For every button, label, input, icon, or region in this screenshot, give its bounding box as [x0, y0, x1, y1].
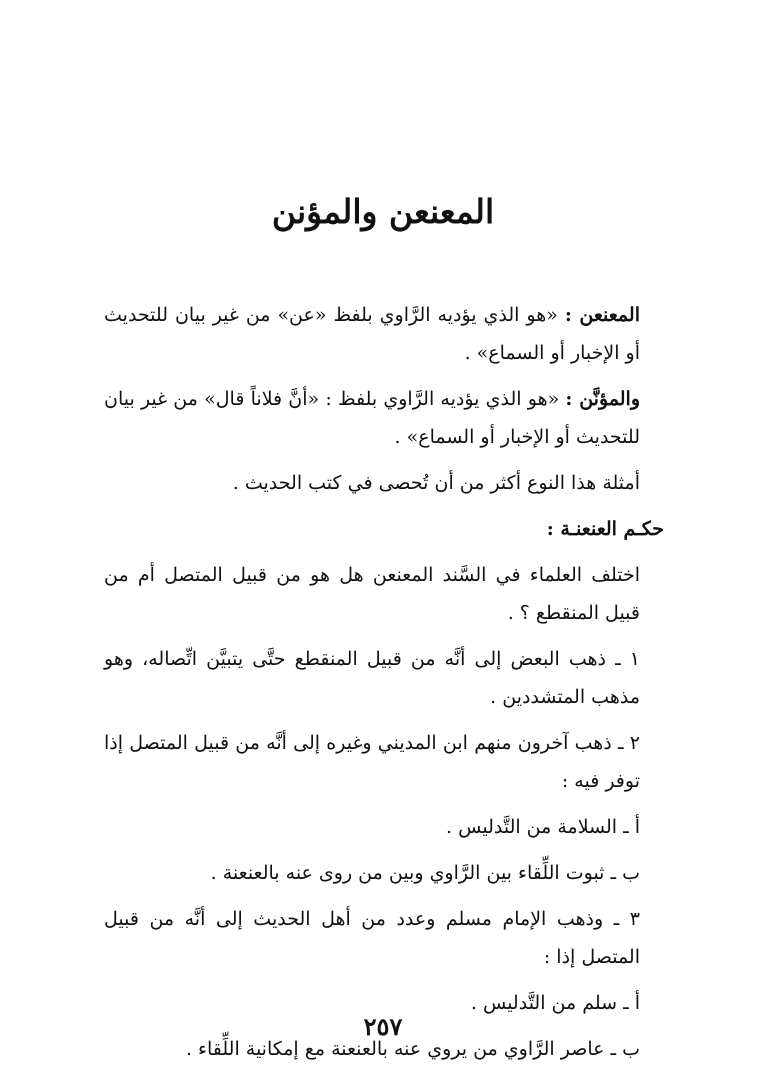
paragraph-muanan [104, 296, 664, 372]
term-muanan: المعنعن : [564, 304, 640, 326]
definition-muannan: «هو الذي يؤديه الرَّاوي بلفظ : «أنَّ فلاناً قال» من غير بيان للتحديث أو الإخبار أو السماع» . [104, 388, 640, 448]
sub-item-2a: أ ـ السلامة من التَّدليس . [446, 816, 640, 838]
paragraph-examples: أمثلة هذا النوع أكثر من أن تُحصى في كتب الحديث . [232, 472, 640, 494]
definition-muanan: «هو الذي يؤديه الرَّاوي بلفظ «عن» من غير بيان للتحديث أو الإخبار أو السماع» . [104, 304, 640, 364]
section-heading-ruling: حكـم العنعنـة : [546, 518, 664, 540]
paragraph-muannan [104, 380, 664, 456]
page-content [104, 296, 664, 1076]
chapter-title: المعنعن والمؤنن [271, 192, 495, 231]
list-item-3: ٣ ـ وذهب الإمام مسلم وعدد من أهل الحديث إلى أنَّه من قبيل المتصل إذا : [104, 908, 640, 968]
term-muannan: والمؤنَّن : [565, 388, 640, 410]
sub-item-3a: أ ـ سلم من التَّدليس . [470, 992, 640, 1014]
sub-item-3b: ب ـ عاصر الرَّاوي من يروي عنه بالعنعنة مع إمكانية اللِّقاء . [185, 1038, 640, 1060]
paragraph-ruling-intro: اختلف العلماء في السَّند المعنعن هل هو من قبيل المتصل أم من قبيل المنقطع ؟ . [104, 564, 640, 624]
list-item-1: ١ ـ ذهب البعض إلى أنَّه من قبيل المنقطع حتَّى يتبيَّن اتِّصاله، وهو مذهب المتشددين . [104, 648, 640, 708]
page-number: ٢٥٧ [363, 1012, 403, 1041]
list-item-2: ٢ ـ ذهب آخرون منهم ابن المديني وغيره إلى أنَّه من قبيل المتصل إذا توفر فيه : [104, 732, 640, 792]
sub-item-2b: ب ـ ثبوت اللِّقاء بين الرَّاوي وبين من روى عنه بالعنعنة . [210, 862, 640, 884]
